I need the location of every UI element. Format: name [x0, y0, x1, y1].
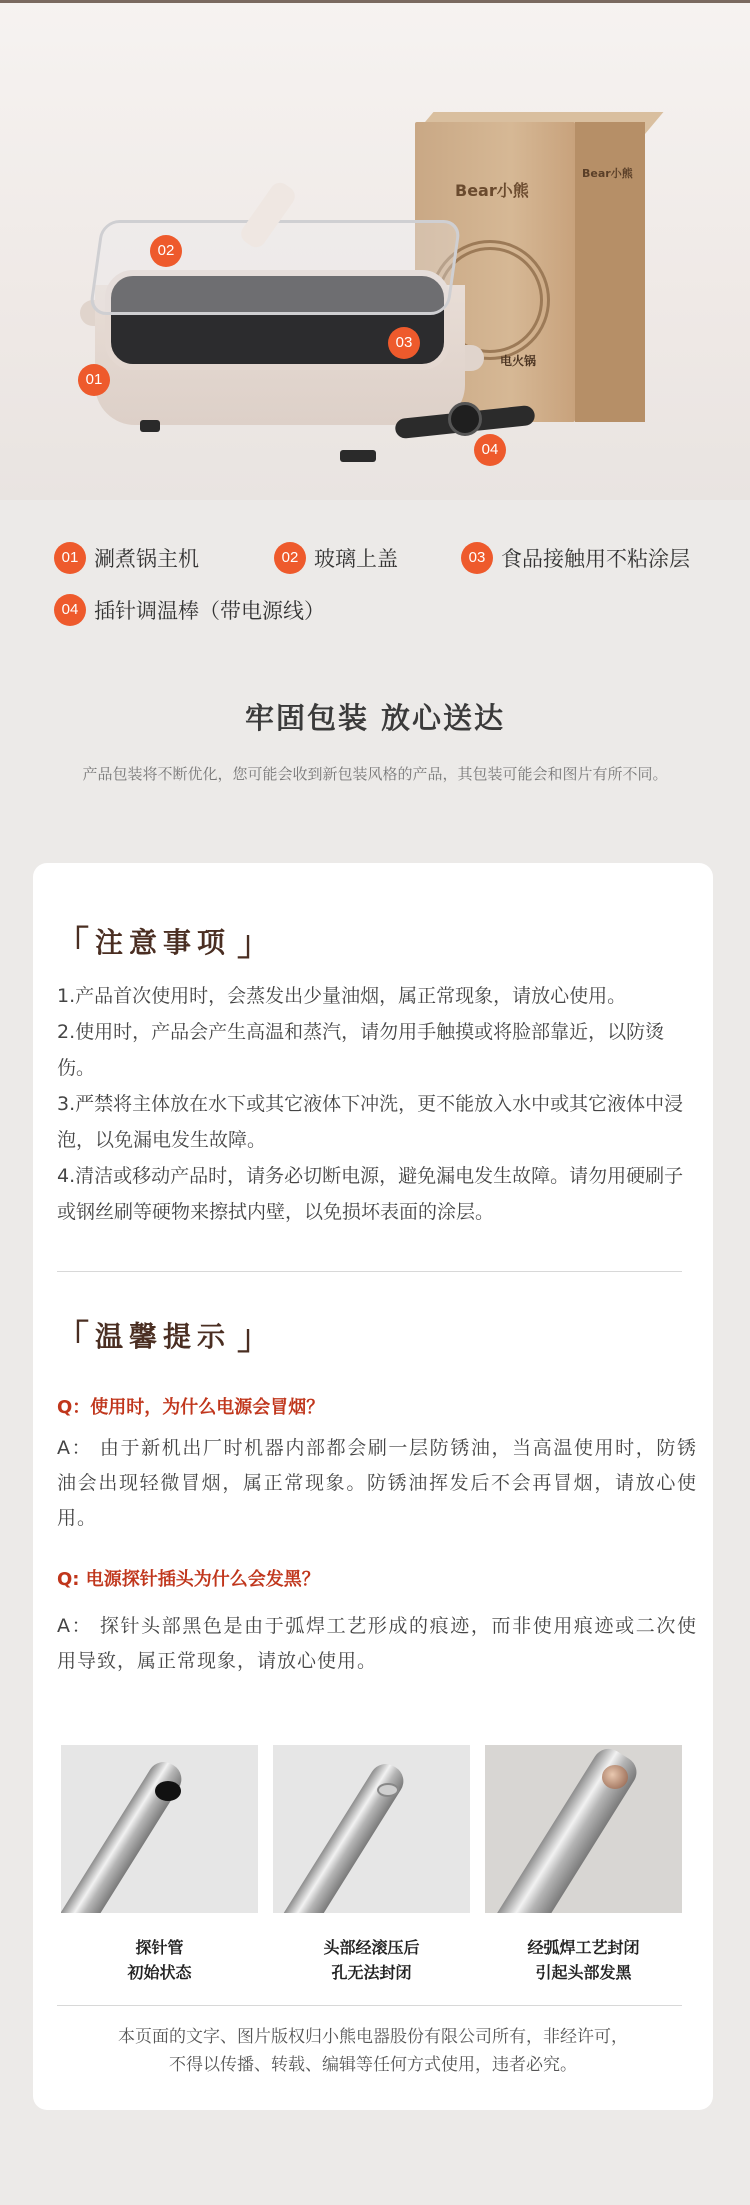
notice-item: 1.产品首次使用时，会蒸发出少量油烟，属正常现象，请放心使用。 — [57, 985, 627, 1007]
bracket-close: 」 — [237, 1318, 272, 1358]
legend-item — [461, 541, 690, 575]
pot-foot — [340, 450, 376, 462]
notice-item: 3.严禁将主体放在水下或其它液体下冲洗，更不能放入水中或其它液体中浸泡，以免漏电发生故障。 — [57, 1093, 684, 1151]
caption-line: 引起头部发黑 — [535, 1963, 632, 1982]
caption-line: 初始状态 — [127, 1963, 192, 1982]
probe-photo-welded — [485, 1745, 682, 1913]
probe-rolled-tip — [377, 1783, 399, 1797]
bracket-close: 」 — [237, 924, 272, 964]
legend-label: 插针调温棒（带电源线） — [94, 599, 325, 623]
legend-item — [274, 541, 398, 575]
tips-title: 温馨提示 — [95, 1319, 232, 1353]
legend-number: 03 — [461, 542, 493, 574]
callout-01: 01 — [78, 364, 110, 396]
legend-number: 02 — [274, 542, 306, 574]
callout-04: 04 — [474, 434, 506, 466]
photo-caption — [61, 1935, 258, 1985]
probe-open-tip — [155, 1781, 181, 1801]
callout-03: 03 — [388, 327, 420, 359]
box-brand-logo: Bear小熊 — [455, 181, 529, 200]
glass-lid — [88, 220, 461, 315]
photo-caption — [485, 1935, 682, 1985]
legend-item — [54, 541, 199, 575]
notice-item: 4.清洁或移动产品时，请务必切断电源，避免漏电发生故障。请勿用硬刷子或钢丝刷等硬物来擦拭内壁，以免损坏表面的涂层。 — [57, 1165, 684, 1223]
probe-blackened-tip — [602, 1765, 628, 1789]
caption-line: 孔无法封闭 — [331, 1963, 412, 1982]
caption-line: 经弧焊工艺封闭 — [527, 1938, 640, 1957]
caption-line: 探针管 — [135, 1938, 184, 1957]
bracket-open: 「 — [55, 924, 89, 964]
legend-number: 04 — [54, 594, 86, 626]
packaging-note: 产品包装将不断优化，您可能会收到新包装风格的产品，其包装可能会和图片有所不同。 — [82, 765, 668, 783]
photo-caption — [273, 1935, 470, 1985]
top-border — [0, 0, 750, 3]
copyright-line: 本页面的文字、图片版权归小熊电器股份有限公司所有，非经许可， — [118, 2027, 628, 2047]
probe-photo-rolled — [273, 1745, 470, 1913]
notice-item: 2.使用时，产品会产生高温和蒸汽，请勿用手触摸或将脸部靠近，以防烫伤。 — [57, 1021, 665, 1079]
box-label: 电火锅 — [500, 354, 537, 368]
section-divider — [57, 1271, 682, 1272]
probe-tube — [61, 1756, 187, 1913]
caption-line: 头部经滚压后 — [323, 1938, 420, 1957]
product-hero — [0, 0, 750, 500]
pot-foot — [140, 420, 160, 432]
bracket-open: 「 — [55, 1318, 89, 1358]
copyright-line: 不得以传播、转载、编辑等任何方式使用，违者必究。 — [169, 2055, 577, 2075]
temperature-dial — [448, 402, 482, 436]
notice-heading — [55, 916, 271, 965]
box-side-brand-logo: Bear小熊 — [582, 167, 633, 180]
packaging-title: 牢固包装 放心送达 — [244, 701, 506, 735]
legend-item — [54, 593, 325, 627]
faq-answer: A： 探针头部黑色是由于弧焊工艺形成的痕迹，而非使用痕迹或二次使用导致，属正常现象，请放心使用。 — [57, 1615, 697, 1672]
faq-answer: A： 由于新机出厂时机器内部都会刷一层防锈油，当高温使用时，防锈油会出现轻微冒烟，属正常现象。防锈油挥发后不会再冒烟，请放心使用。 — [57, 1437, 697, 1529]
tips-heading — [55, 1310, 271, 1359]
faq-question: Q：使用时，为什么电源会冒烟？ — [57, 1397, 325, 1418]
legend-label: 食品接触用不粘涂层 — [501, 547, 690, 571]
probe-photo-initial — [61, 1745, 258, 1913]
notice-title: 注意事项 — [95, 925, 232, 959]
footer-divider — [57, 2005, 682, 2006]
probe-tube — [273, 1758, 409, 1913]
callout-02: 02 — [150, 235, 182, 267]
legend-label: 玻璃上盖 — [314, 547, 398, 571]
legend-label: 涮煮锅主机 — [94, 547, 199, 571]
legend-number: 01 — [54, 542, 86, 574]
faq-question: Q: 电源探针插头为什么会发黑？ — [57, 1569, 320, 1590]
